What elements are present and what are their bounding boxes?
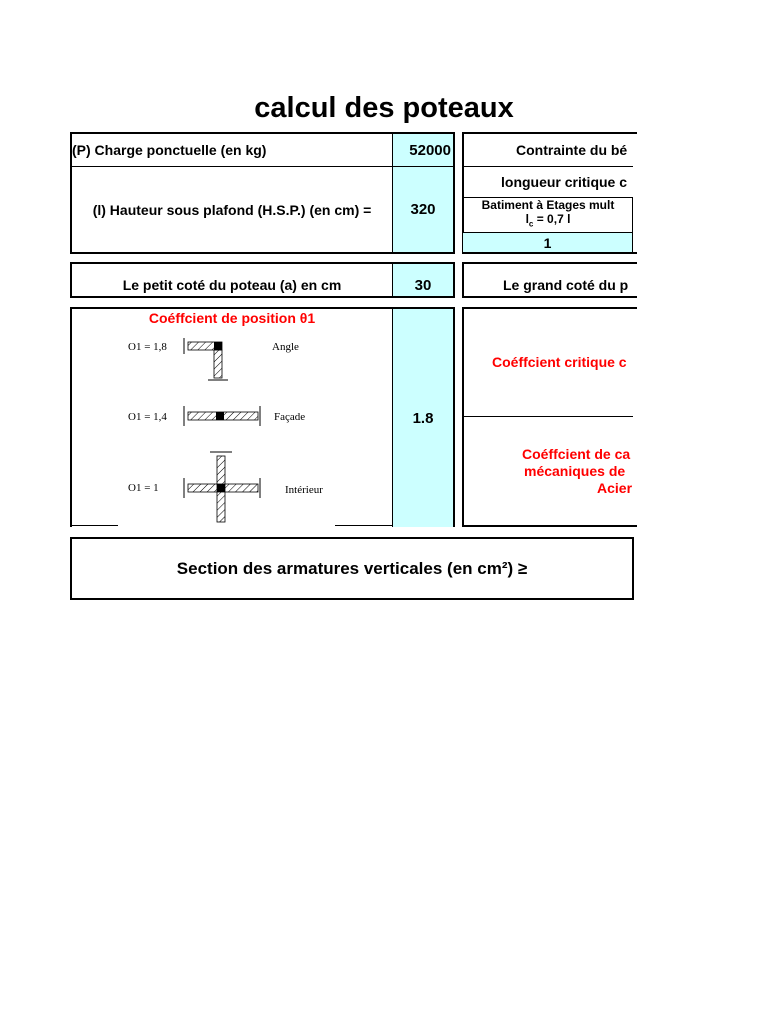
petit-cote-label	[72, 264, 392, 296]
petit-cote-label-text: Le petit coté du poteau (a) en cm	[122, 277, 342, 293]
hauteur-label	[72, 167, 392, 252]
contrainte-label	[464, 134, 632, 166]
interieur-formula: O1 = 1	[128, 482, 159, 494]
batiment-line2: = 0,7 l	[536, 212, 571, 227]
facade-formula: O1 = 1,4	[128, 411, 167, 423]
interieur-name: Intérieur	[285, 484, 323, 496]
angle-name: Angle	[272, 341, 299, 353]
batiment-line1: Batiment à Etages mult	[481, 198, 615, 213]
grand-cote-label	[464, 264, 632, 296]
position-value-cell[interactable]	[393, 309, 453, 527]
coef-line1: Coéffcient de ca	[522, 445, 631, 462]
coef-critique	[464, 309, 632, 415]
lc-symbol: l	[525, 212, 529, 227]
hauteur-value-cell[interactable]	[393, 167, 453, 252]
longueur-result: 1	[543, 234, 552, 251]
page-title: calcul des poteaux	[254, 92, 514, 124]
interieur-diagram	[178, 450, 264, 526]
batiment-line2-wrap	[526, 212, 571, 231]
position-title-text: Coéffcient de position θ1	[148, 310, 316, 326]
petit-cote-value: 30	[414, 276, 432, 294]
charge-label	[72, 134, 372, 166]
batiment-etages	[464, 198, 632, 232]
coef-caracteristiques	[464, 417, 632, 525]
coef-critique-text: Coéffcient critique c	[492, 354, 627, 370]
longueur-critique-header	[464, 167, 632, 197]
divider	[70, 525, 118, 526]
charge-value-cell[interactable]	[393, 134, 453, 166]
position-title	[72, 309, 392, 327]
lc-sub: c	[528, 219, 534, 229]
coef-line3: Acier	[597, 479, 632, 496]
facade-name: Façade	[274, 411, 306, 423]
hauteur-value: 320	[410, 201, 436, 218]
angle-formula: O1 = 1,8	[128, 341, 167, 353]
angle-diagram	[178, 334, 248, 384]
position-value: 1.8	[412, 409, 434, 427]
petit-cote-value-cell[interactable]	[393, 264, 453, 296]
longueur-result-cell[interactable]	[463, 233, 632, 252]
charge-value: 52000	[409, 141, 451, 159]
charge-label-text: (P) Charge ponctuelle (en kg)	[72, 142, 267, 158]
divider	[632, 197, 633, 254]
facade-diagram	[178, 404, 264, 430]
coef-line2: mécaniques de	[524, 462, 626, 479]
section-armatures-label	[72, 539, 632, 598]
section-armatures-text: Section des armatures verticales (en cm²) ≥	[176, 558, 528, 578]
contrainte-label-text: Contrainte du bé	[516, 142, 628, 158]
hauteur-label-text: (l) Hauteur sous plafond (H.S.P.) (en cm) =	[92, 201, 372, 218]
longueur-critique-text: longueur critique c	[501, 174, 628, 190]
grand-cote-label-text: Le grand coté du p	[503, 277, 629, 293]
